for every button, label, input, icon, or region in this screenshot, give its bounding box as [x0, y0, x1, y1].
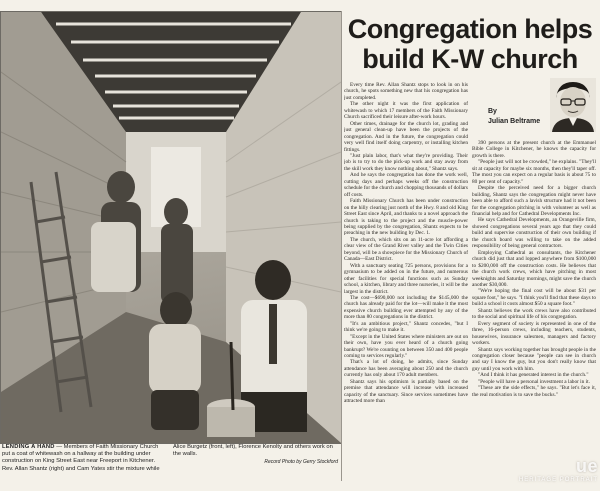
heritage-watermark	[488, 456, 598, 483]
paragraph: 390 persons at the present church at the Emmanuel Bible College in Kitchener, he knows the capacity for growth is there.	[472, 140, 596, 159]
paragraph: "Just plain labor, that's what they're providing. Their job is to try to do the pick-up work and stay away from the skill work they know nothing about," Shantz says.	[344, 152, 468, 172]
news-photo	[0, 11, 342, 444]
paragraph: "Except in the United States where ministers are out on their own, have you ever heard of a church going bankrupt? We're counting on between 350 and 400 people coming to services regularly."	[344, 333, 468, 360]
article-column-1	[344, 82, 468, 478]
paragraph: The cost—$690,000 not including the $145,000 the church has already paid for the lot—will make it the most expensive church building ever attempted by any of the more than 80 congregations in the district.	[344, 294, 468, 321]
paragraph: Employing Cathedral as consultants, the Kitchener church did just that and lopped anywhere from $100,000 to $200,000 off the construction costs. He believes that the church work crews, which have pitching in most weeknights and Saturday mornings, might save the church another $30,000.	[472, 249, 596, 288]
paragraph: "People will have a personal investment a labor in it.	[478, 378, 590, 385]
caption-lead: LENDING A HAND	[2, 444, 55, 450]
paragraph: Faith Missionary Church has been under construction on the hilly clearing just north of the Hwy. 8 and old King Street East since April, and thanks to a novel approach the church is taking to the project and the muscle-power being supplied by the congregation, Shantz expects to be preaching in the new building by Dec. 1.	[344, 198, 468, 237]
column-rule	[341, 11, 342, 481]
photo-caption	[2, 444, 338, 488]
paragraph: Every time Rev. Allan Shantz stops to look in on his church, he spots something new that his congregation has just completed.	[344, 82, 468, 101]
paragraph: "And I think it has generated interest in the church."	[478, 372, 589, 379]
photo-illustration	[1, 12, 341, 443]
paragraph: "It's an ambitious project," Shantz concedes, "but I think we're going to make it.	[344, 320, 468, 334]
byline-by: By	[488, 108, 497, 115]
paragraph: "These are the side effects," he says. "But let's face it, the real motivation is to save the bucks."	[472, 385, 596, 398]
paragraph: Other times, drainage for the church lot, grading and just general clean-up have been the projects of the congregation. And in the future, the congregation could very well find itself doing carpentry, or installing kitchen fittings.	[344, 120, 468, 153]
article-column-2	[472, 140, 596, 478]
paragraph: The church, which sits on an 11-acre lot affording a clear view of the Grand River valley and the Twin Cities beyond, will be a showpiece for the Missionary Church of Canada—East District.	[344, 236, 468, 263]
watermark-name: ue	[575, 456, 598, 476]
byline	[488, 78, 598, 132]
paragraph: "People just will not be crowded," he explains. "They'll sit at capacity for maybe six months, then they'll taper off. The most you can expect on a regular basis is about 75 to 80 per cent of capacity."	[472, 159, 596, 185]
byline-name: Julian Beltrame	[488, 118, 541, 125]
paragraph: Shantz believes the work crews have also contributed to the social and spiritual life of his congregation.	[472, 307, 596, 321]
caption-text: — Members of Faith Missionary Church put a coat of whitewash on a hallway at the building under construction on King Street East near Freeport in Kitchener. Rev. Allan Shantz (right) and Cam Yates stir the mixture while Alice Burgetz (front, left), Florence Kenolty and others work on the walls.	[2, 444, 333, 472]
paragraph: That's a lot of doing, he admits, since Sunday attendance has been averaging about 250 and the church currently has only about 170 adult members.	[344, 359, 468, 379]
paragraph: Shantz says his optimism is partially based on the premise that attendance will increase with increased capacity of the sanctuary. Since services sometimes have attracted more than	[344, 378, 468, 405]
paragraph: He says Cathedral Developments, an Orangeville firm, showed congregations several years ago that they could build and supervise construction of their own building if the church board was willing to take on the added responsibility of being general contractors.	[472, 217, 596, 250]
paragraph: With a sanctuary seating 725 persons, provisions for a gymnasium to be added on in the future, and numerous other facilities for special functions such as Sunday school, a kitchen, library and three nurseries, it will be the largest in the district.	[344, 262, 468, 295]
paragraph: The other night it was the first application of whitewash to which 17 members of the Faith Missionary Church sacrificed their leisure after-work hours.	[344, 101, 468, 121]
headline: Congregation helps build K-W church	[347, 14, 593, 74]
watermark-sub: HERITAGE PORTRAIT	[518, 477, 598, 483]
paragraph: Despite the perceived need for a bigger church building, Shantz says the congregation might never have been able to afford such a lavish structure had it not been for the congregation pitching in with volunteer as well as financial help and for Cathedral Developments Inc.	[472, 185, 596, 217]
author-portrait	[550, 78, 596, 132]
photo-credit: Record Photo by Gerry Stockford	[264, 459, 338, 466]
paragraph: "We're hoping the final cost will be about $31 per square foot," he says. "I think you'll find that these days to build a school it costs almost $50 a square foot."	[472, 288, 596, 308]
paragraph: Every segment of society is represented in one of the three, 16-person crews, including teachers, students, housewives, insurance salesmen, managers and factory workers.	[472, 320, 596, 347]
paragraph: And he says the congregation has done the work well, cutting days and perhaps weeks off the construction schedule for the church and chopping thousands of dollars off costs.	[344, 172, 468, 198]
paragraph: Shantz says working together has brought people in the congregation closer because "people can see in church and say I know the guy, but you don't really know that guy until you work with him.	[472, 346, 596, 372]
